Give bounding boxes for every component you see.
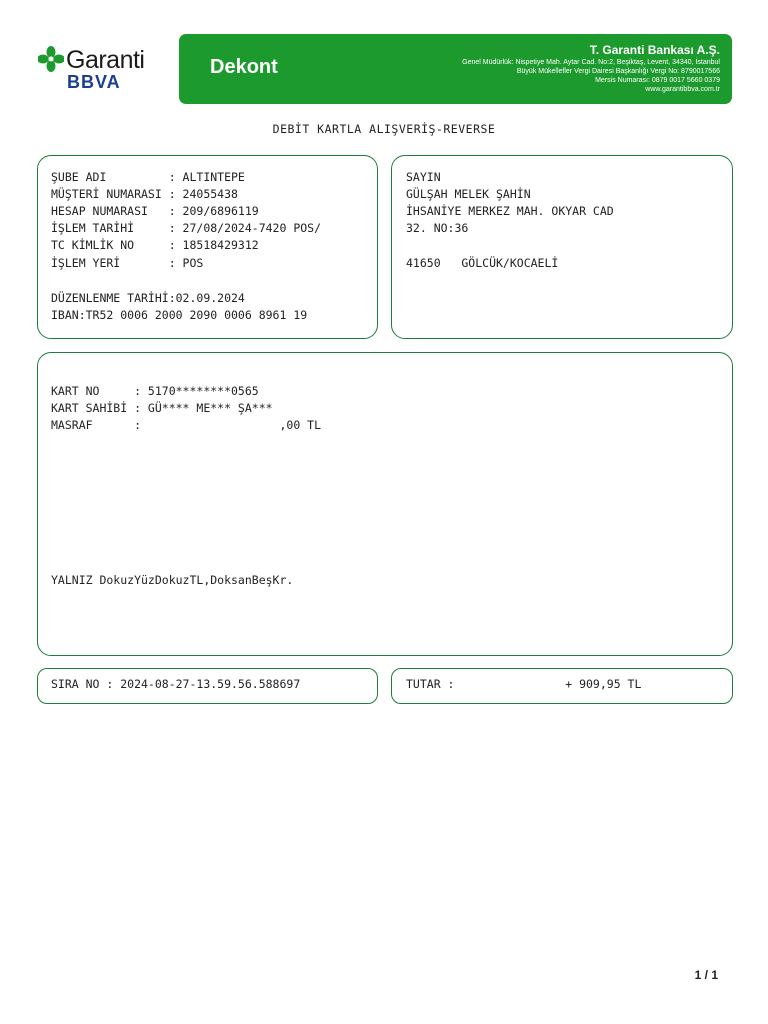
issue-date-line: DÜZENLENME TARİHİ:02.09.2024 xyxy=(51,291,245,305)
amount-in-words: YALNIZ DokuzYüzDokuzTL,DoksanBeşKr. xyxy=(51,573,294,587)
website-line: www.garantibbva.com.tr xyxy=(645,86,720,93)
bank-name: T. Garanti Bankası A.Ş. xyxy=(589,43,720,57)
address-line: Genel Müdürlük: Nispetiye Mah. Aytar Cad. No:2, Beşiktaş, Levent, 34340, İstanbul xyxy=(462,59,720,66)
branch-line: ŞUBE ADI : ALTINTEPE xyxy=(51,170,245,184)
tax-line: Büyük Mükellefler Vergi Dairesi Başkanlığı Vergi No: 8790017566 xyxy=(516,68,720,75)
header-title: Dekont xyxy=(210,56,278,78)
transaction-place-line: İŞLEM YERİ : POS xyxy=(51,256,204,270)
sequence-number: SIRA NO : 2024-08-27-13.59.56.588697 xyxy=(51,677,301,691)
card-number-line: KART NO : 5170********0565 xyxy=(51,384,259,398)
tc-id-line: TC KİMLİK NO : 18518429312 xyxy=(51,238,259,252)
recipient-city: 41650 GÖLCÜK/KOCAELİ xyxy=(406,256,559,270)
garanti-bbva-logo xyxy=(38,44,158,94)
fee-line: MASRAF : ,00 TL xyxy=(51,418,322,432)
recipient-address: İHSANİYE MERKEZ MAH. OKYAR CAD xyxy=(406,204,614,218)
mersis-line: Mersis Numarası: 0879 0017 5660 0379 xyxy=(595,77,720,84)
total-amount: TUTAR : + 909,95 TL xyxy=(406,677,642,691)
customer-number-line: MÜŞTERİ NUMARASI : 24055438 xyxy=(51,187,238,201)
logo-wordmark: Garanti xyxy=(66,46,145,74)
logo-bbva: BBVA xyxy=(67,72,121,92)
salutation: SAYIN xyxy=(406,170,441,184)
recipient-name: GÜLŞAH MELEK ŞAHİN xyxy=(406,187,531,201)
transaction-date-line: İŞLEM TARİHİ : 27/08/2024-7420 POS/ xyxy=(51,221,322,235)
header-banner xyxy=(179,34,732,104)
recipient-address-no: 32. NO:36 xyxy=(406,221,469,235)
clover-logo-icon xyxy=(38,46,64,76)
card-holder-line: KART SAHİBİ : GÜ**** ME*** ŞA*** xyxy=(51,401,273,415)
account-number-line: HESAP NUMARASI : 209/6896119 xyxy=(51,204,259,218)
iban-line: IBAN:TR52 0006 2000 2090 0006 8961 19 xyxy=(51,308,308,322)
recipient-box xyxy=(391,155,733,339)
page-number: 1 / 1 xyxy=(694,968,718,982)
document-title: DEBİT KARTLA ALIŞVERİŞ-REVERSE xyxy=(272,122,496,136)
